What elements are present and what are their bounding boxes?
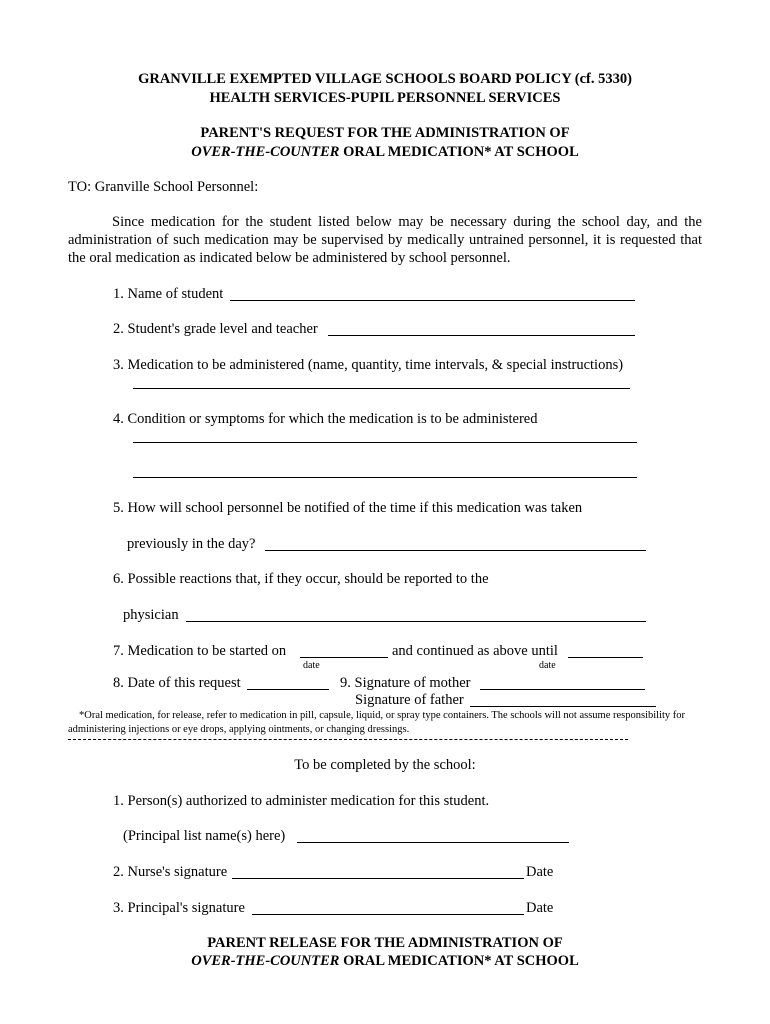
notify-label-line1: 5. How will school personnel be notified of the time if this medication was taken: [113, 500, 583, 516]
policy-heading: GRANVILLE EXEMPTED VILLAGE SCHOOLS BOARD POLICY (cf. 5330): [138, 71, 632, 87]
grade-teacher-input-line[interactable]: [328, 335, 635, 336]
release-otc-emphasis: OVER-THE-COUNTER: [191, 953, 340, 969]
footnote: *Oral medication, for release, refer to medication in pill, capsule, liquid, or spray type containers. The schools will not assume responsibility for administering injections or eye drops, applying ointments, or changing dressings.: [68, 710, 686, 735]
end-date-caption: date: [539, 660, 556, 671]
mother-signature-label: 9. Signature of mother: [340, 675, 471, 691]
to-line: TO: Granville School Personnel:: [68, 179, 259, 195]
condition-label: 4. Condition or symptoms for which the medication is to be administered: [113, 411, 538, 427]
school-section-heading: To be completed by the school:: [294, 757, 476, 773]
request-title-rest: ORAL MEDICATION* AT SCHOOL: [339, 144, 579, 160]
nurse-signature-input-line[interactable]: [232, 878, 524, 879]
otc-emphasis: OVER-THE-COUNTER: [191, 144, 340, 160]
release-title-rest: ORAL MEDICATION* AT SCHOOL: [339, 953, 579, 969]
reactions-label-line2: physician: [123, 607, 179, 623]
nurse-signature-label: 2. Nurse's signature: [113, 864, 228, 880]
principal-date-label: Date: [526, 900, 554, 916]
nurse-date-label: Date: [526, 864, 554, 880]
start-date-caption: date: [303, 660, 320, 671]
request-date-input-line[interactable]: [247, 689, 329, 690]
father-signature-label: Signature of father: [355, 692, 464, 708]
reactions-label-line1: 6. Possible reactions that, if they occur, should be reported to the: [113, 571, 489, 587]
authorized-label: 1. Person(s) authorized to administer medication for this student.: [113, 793, 490, 809]
release-title-line1: PARENT RELEASE FOR THE ADMINISTRATION OF: [207, 935, 563, 951]
grade-teacher-label: 2. Student's grade level and teacher: [113, 321, 318, 337]
notify-label-line2: previously in the day?: [127, 536, 256, 552]
intro-paragraph: Since medication for the student listed below may be necessary during the school day, and the administration of such medication may be supervised by medically untrained personnel, it is requested that the oral medication as indicated below be administered by school personnel.: [68, 214, 702, 266]
student-name-input-line[interactable]: [230, 300, 635, 301]
principal-list-label: (Principal list name(s) here): [123, 828, 286, 844]
mother-signature-input-line[interactable]: [480, 689, 645, 690]
principal-signature-label: 3. Principal's signature: [113, 900, 245, 916]
services-heading: HEALTH SERVICES-PUPIL PERSONNEL SERVICES: [209, 90, 561, 106]
father-signature-input-line[interactable]: [470, 706, 656, 707]
student-name-label: 1. Name of student: [113, 286, 224, 302]
medication-label: 3. Medication to be administered (name, quantity, time intervals, & special instructions): [113, 357, 624, 373]
medication-input-line[interactable]: [133, 388, 630, 389]
continued-label: and continued as above until: [392, 643, 558, 659]
start-date-input-line[interactable]: [300, 657, 388, 658]
condition-input-line-1[interactable]: [133, 442, 637, 443]
end-date-input-line[interactable]: [568, 657, 643, 658]
request-title-line2: [0, 143, 770, 161]
cut-line: [68, 739, 628, 740]
reactions-input-line[interactable]: [186, 621, 646, 622]
request-title-line1: PARENT'S REQUEST FOR THE ADMINISTRATION OF: [200, 125, 570, 141]
request-date-label: 8. Date of this request: [113, 675, 241, 691]
notify-input-line[interactable]: [265, 550, 646, 551]
condition-input-line-2[interactable]: [133, 477, 637, 478]
principal-signature-input-line[interactable]: [252, 914, 524, 915]
release-title-line2: [0, 952, 770, 970]
start-date-label: 7. Medication to be started on: [113, 643, 287, 659]
principal-list-input-line[interactable]: [297, 842, 569, 843]
